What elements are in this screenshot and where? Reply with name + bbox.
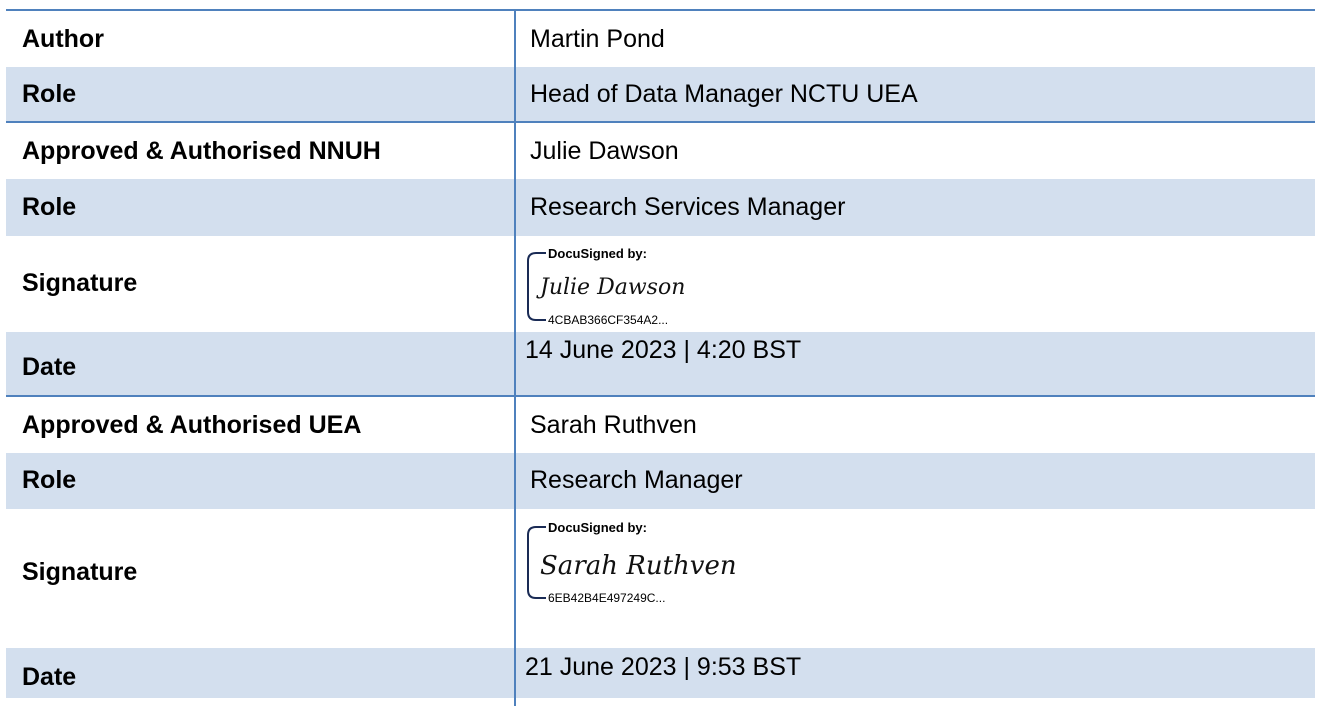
table-row-approved-uea xyxy=(6,397,1315,453)
row-value: Martin Pond xyxy=(530,25,665,53)
row-label: Role xyxy=(22,466,77,494)
table-row-author xyxy=(6,11,1315,67)
row-label: Approved & Authorised NNUH xyxy=(22,137,381,165)
table-row-date xyxy=(6,332,1315,397)
row-value: Head of Data Manager NCTU UEA xyxy=(530,80,918,108)
table-row-role xyxy=(6,67,1315,123)
table-row-signature xyxy=(6,236,1315,332)
row-label: Role xyxy=(22,193,77,221)
table-row-role xyxy=(6,453,1315,509)
row-value: Research Services Manager xyxy=(530,193,846,221)
table-row-signature xyxy=(6,509,1315,646)
approval-table xyxy=(6,9,1315,706)
docusign-header: DocuSigned by: xyxy=(548,520,647,535)
row-label: Role xyxy=(22,80,77,108)
table-row-approved-nnuh xyxy=(6,123,1315,179)
row-value: Julie Dawson xyxy=(530,137,679,165)
handwritten-signature: Sarah Ruthven xyxy=(540,551,737,581)
column-divider xyxy=(514,9,516,706)
docusign-signature xyxy=(524,240,764,332)
table-row-role xyxy=(6,179,1315,236)
handwritten-signature: Julie Dawson xyxy=(540,275,686,300)
envelope-id: 6EB42B4E497249C... xyxy=(548,591,666,604)
row-value: 21 June 2023 | 9:53 BST xyxy=(525,653,802,681)
row-label: Signature xyxy=(22,558,138,586)
row-value: Sarah Ruthven xyxy=(530,411,697,439)
row-value: 14 June 2023 | 4:20 BST xyxy=(525,336,802,364)
row-label: Signature xyxy=(22,269,138,297)
row-label: Author xyxy=(22,25,104,53)
envelope-id: 4CBAB366CF354A2... xyxy=(548,313,669,327)
table-row-date xyxy=(6,648,1315,698)
row-value: Research Manager xyxy=(530,466,743,494)
signature-block xyxy=(524,240,764,332)
docusign-header: DocuSigned by: xyxy=(548,246,647,261)
signature-block xyxy=(524,512,784,604)
row-label: Date xyxy=(22,353,77,381)
row-label: Date xyxy=(22,663,77,691)
row-label: Approved & Authorised UEA xyxy=(22,411,362,439)
docusign-signature xyxy=(524,512,784,604)
